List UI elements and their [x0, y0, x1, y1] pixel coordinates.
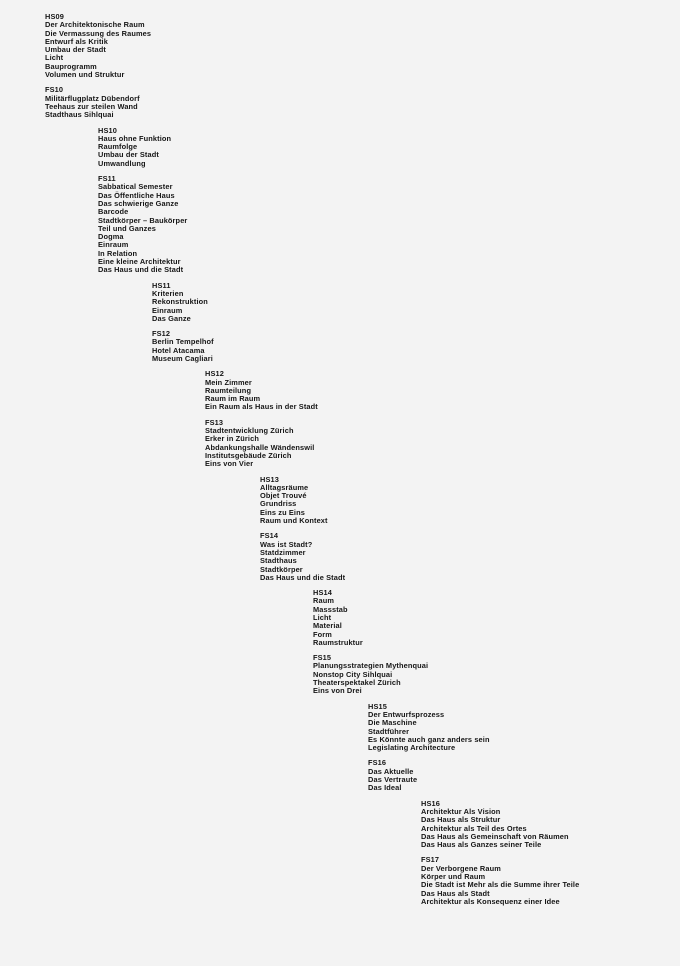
block-item: Eine kleine Architektur	[98, 257, 181, 267]
block-item: Abdankungshalle Wändenswil	[205, 442, 315, 452]
block-heading: HS13	[260, 474, 279, 484]
block-item: Das Ganze	[152, 313, 191, 323]
semester-block-hs09	[45, 13, 680, 79]
semester-block-fs17	[421, 856, 680, 906]
block-item: Hotel Atacama	[152, 345, 205, 355]
block-item: Museum Cagliari	[152, 353, 213, 363]
semester-block-hs16	[421, 800, 680, 850]
block-item: Umwandlung	[98, 158, 146, 168]
block-heading: HS11	[152, 280, 171, 290]
semester-block-hs10	[98, 127, 680, 168]
block-heading: FS17	[421, 855, 440, 865]
block-item: Legislating Architecture	[368, 743, 456, 753]
block-heading: FS12	[152, 329, 171, 339]
semester-block-hs14	[313, 589, 680, 647]
block-item: Mein Zimmer	[205, 377, 252, 387]
semester-block-fs15	[313, 654, 680, 695]
block-item: Stadthaus	[260, 556, 297, 566]
block-item: Körper und Raum	[421, 872, 486, 882]
block-heading: HS15	[368, 701, 387, 711]
block-item: Das Haus als Ganzes seiner Teile	[421, 840, 542, 850]
block-item: Stadtkörper – Baukörper	[98, 215, 188, 225]
block-heading: FS10	[45, 85, 64, 95]
block-heading: HS16	[421, 798, 440, 808]
block-item: Raumstruktur	[313, 637, 363, 647]
block-item: Nonstop City Sihlquai	[313, 669, 393, 679]
semester-block-hs15	[368, 703, 680, 753]
block-heading: FS13	[205, 417, 224, 427]
semester-block-fs16	[368, 759, 680, 792]
block-item: Rekonstruktion	[152, 297, 208, 307]
block-item: Die Vermassung des Raumes	[45, 28, 152, 38]
block-heading: HS09	[45, 12, 64, 21]
semester-block-hs11	[152, 282, 680, 323]
block-item: Das Haus und die Stadt	[260, 572, 346, 582]
block-item: Entwurf als Kritik	[45, 36, 108, 46]
block-item: Massstab	[313, 604, 348, 614]
block-item: Berlin Tempelhof	[152, 337, 214, 347]
block-item: Grundriss	[260, 499, 297, 509]
block-item: Objet Trouvé	[260, 491, 307, 501]
block-item: Das Aktuelle	[368, 766, 414, 776]
block-item: Raumteilung	[205, 385, 252, 395]
semester-block-fs10	[45, 86, 680, 119]
block-item: Das Haus als Gemeinschaft von Räumen	[421, 831, 569, 841]
semester-block-fs13	[205, 419, 680, 469]
block-item: Das Haus und die Stadt	[98, 265, 184, 275]
block-item: Licht	[45, 53, 64, 63]
block-item: Teehaus zur steilen Wand	[45, 101, 138, 111]
block-item: Das schwierige Ganze	[98, 198, 179, 208]
block-item: Das Vertraute	[368, 775, 418, 785]
block-item: Raumfolge	[98, 142, 138, 152]
block-item: Ein Raum als Haus in der Stadt	[205, 402, 318, 412]
block-item: Einraum	[98, 240, 129, 250]
block-item: Stadthaus Sihlquai	[45, 110, 114, 120]
block-item: Architektur Als Vision	[421, 806, 501, 816]
block-item: Das Haus als Stadt	[421, 888, 490, 898]
block-item: Die Maschine	[368, 718, 417, 728]
block-item: Der Entwurfsprozess	[368, 709, 445, 719]
block-item: Theaterspektakel Zürich	[313, 678, 401, 688]
block-item: Stadtführer	[368, 726, 410, 736]
block-item: Stadtkörper	[260, 564, 303, 574]
block-item: Architektur als Teil des Ortes	[421, 823, 527, 833]
block-item: In Relation	[98, 248, 138, 258]
block-item: Barcode	[98, 207, 129, 217]
block-item: Eins von Drei	[313, 686, 362, 696]
block-item: Sabbatical Semester	[98, 182, 173, 192]
block-item: Form	[313, 629, 332, 639]
block-item: Planungsstrategien Mythenquai	[313, 661, 429, 671]
block-item: Der Architektonische Raum	[45, 20, 145, 30]
semester-block-fs11	[98, 175, 680, 275]
block-item: Eins von Vier	[205, 459, 254, 469]
block-item: Was ist Stadt?	[260, 539, 313, 549]
block-item: Teil und Ganzes	[98, 223, 156, 233]
block-item: Erker in Zürich	[205, 434, 259, 444]
block-item: Bauprogramm	[45, 61, 97, 71]
block-item: Volumen und Struktur	[45, 70, 125, 80]
block-item: Haus ohne Funktion	[98, 133, 172, 143]
block-item: Raum	[313, 596, 335, 606]
block-item: Material	[313, 621, 342, 631]
semester-block-fs12	[152, 330, 680, 363]
block-heading: FS14	[260, 531, 279, 541]
block-item: Kriterien	[152, 288, 184, 298]
block-item: Es Könnte auch ganz anders sein	[368, 734, 490, 744]
block-item: Das Ideal	[368, 783, 402, 793]
block-item: Einraum	[152, 305, 183, 315]
block-item: Alltagsräume	[260, 482, 309, 492]
block-item: Eins zu Eins	[260, 507, 305, 517]
semester-block-hs12	[205, 370, 680, 411]
block-item: Militärflugplatz Dübendorf	[45, 93, 140, 103]
block-heading: FS16	[368, 758, 387, 768]
semester-block-hs13	[260, 476, 680, 526]
block-heading: HS12	[205, 369, 224, 379]
block-item: Dogma	[98, 232, 124, 242]
block-item: Das Haus als Struktur	[421, 815, 501, 825]
block-item: Umbau der Stadt	[98, 150, 159, 160]
block-item: Statdzimmer	[260, 547, 306, 557]
block-heading: HS14	[313, 588, 332, 598]
block-heading: HS10	[98, 125, 117, 135]
block-heading: FS15	[313, 653, 332, 663]
block-item: Licht	[313, 613, 332, 622]
block-item: Die Stadt ist Mehr als die Summe ihrer Teile	[421, 880, 580, 890]
block-heading: FS11	[98, 174, 116, 184]
block-item: Architektur als Konsequenz einer Idee	[421, 896, 560, 906]
block-item: Raum und Kontext	[260, 516, 328, 526]
block-item: Institutsgebäude Zürich	[205, 450, 292, 460]
block-item: Der Verborgene Raum	[421, 863, 501, 873]
block-item: Stadtentwicklung Zürich	[205, 426, 294, 436]
block-item: Umbau der Stadt	[45, 45, 106, 55]
semester-block-fs14	[260, 532, 680, 582]
block-item: Raum im Raum	[205, 394, 261, 404]
block-item: Das Öffentliche Haus	[98, 190, 175, 200]
